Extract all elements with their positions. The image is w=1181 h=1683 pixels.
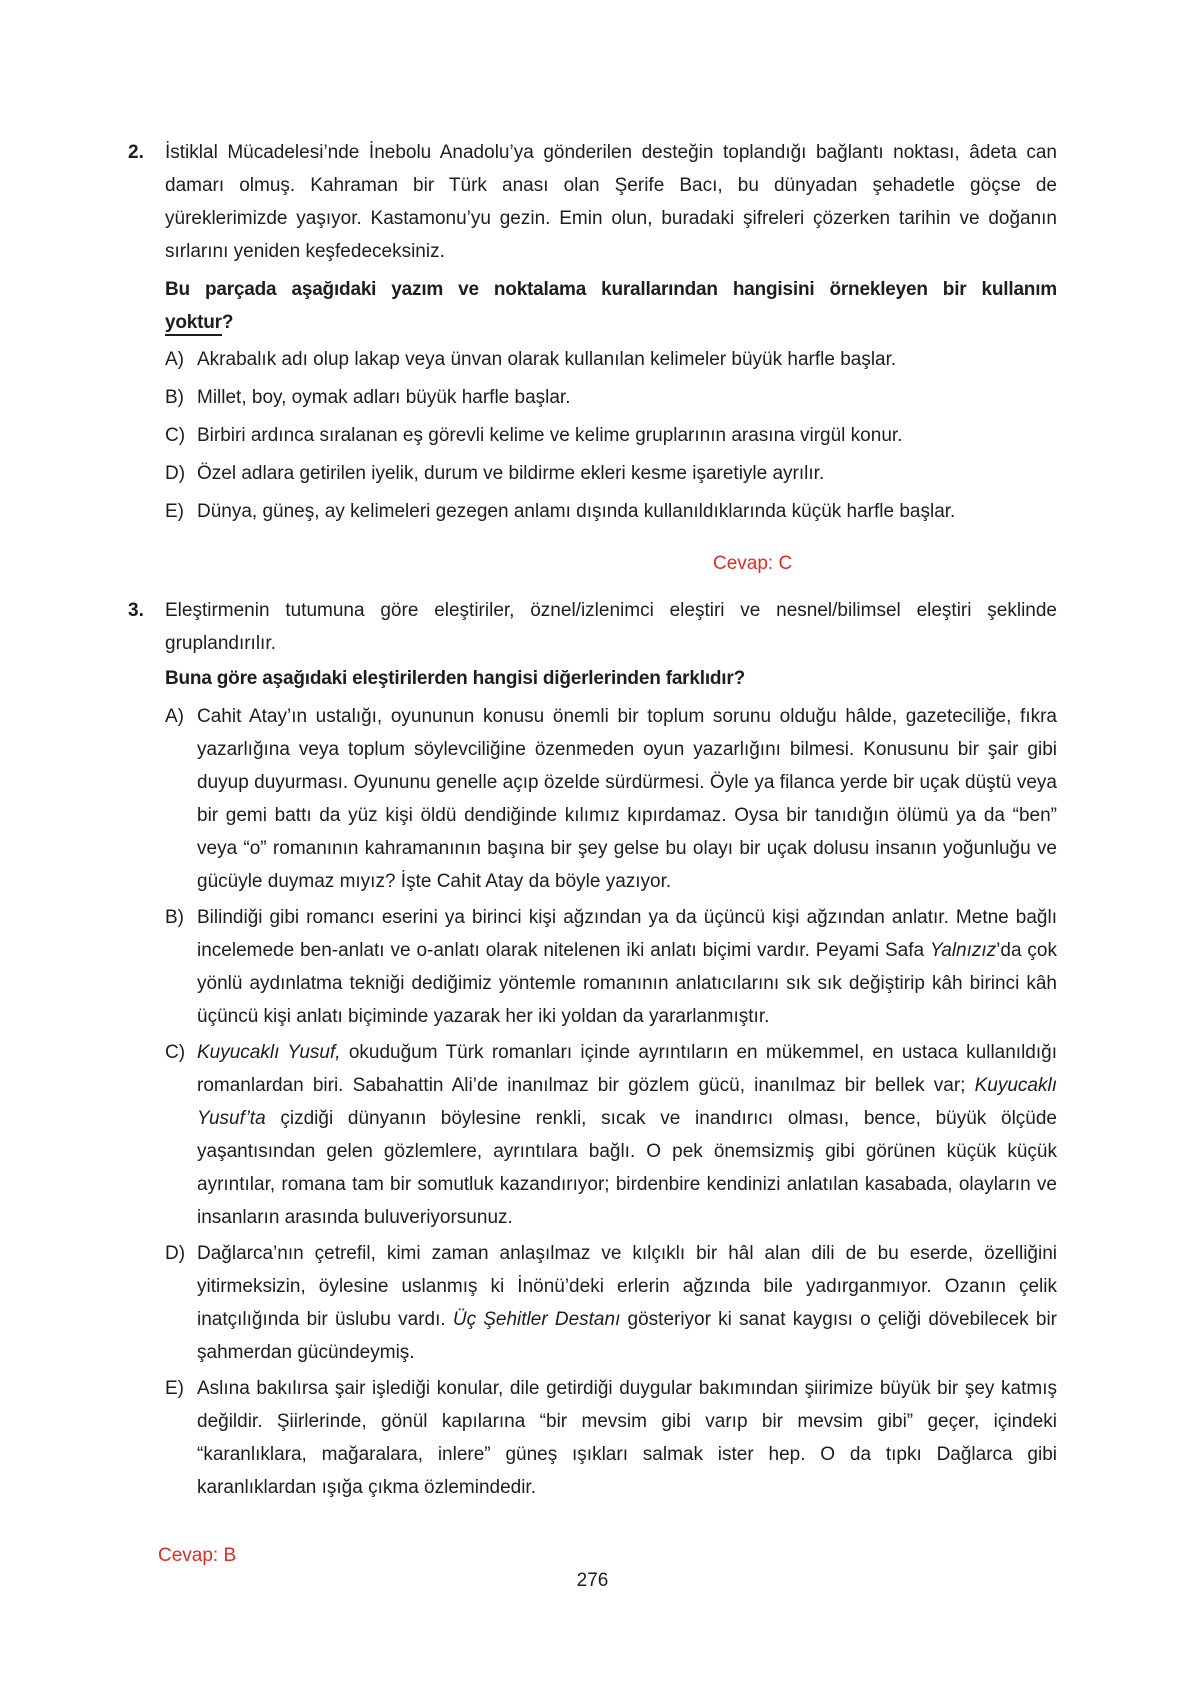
question-passage: İstiklal Mücadelesi’nde İnebolu Anadolu’ya gönderilen desteğin toplandığı bağlantı noktası, âdeta can damarı olmuş. Kahraman bir Türk anası olan Şerife Bacı, bu dünyadan şehadetle göçse de yüreklerimizde yaşıyor. Kastamonu’yu gezin. Emin olun, buradaki şifreleri çözerken tarihin ve doğanın sırlarını yeniden keşfedeceksiniz. bbox=[165, 142, 1057, 262]
book-title: Üç Şehitler Destanı bbox=[452, 1309, 621, 1330]
option-a bbox=[165, 343, 1057, 376]
option-letter: D) bbox=[165, 463, 186, 484]
options-list bbox=[165, 343, 1057, 528]
option-text: Aslına bakılırsa şair işlediği konular, dile getirdiği duygular bakımından şiirimize büyük bir şey katmış değildir. Şiirlerinde, gönül kapılarına “bir mevsim gibi varıp bir mevsim gibi” geçer, içindeki “karanlıklara, mağaralara, inlere” güneş ışıkları salmak ister hep. O da tıpkı Dağlarca gibi karanlıklardan ışığa çıkma özlemindedir. bbox=[197, 1378, 1057, 1498]
question-2 bbox=[128, 136, 1057, 580]
option-letter: C) bbox=[165, 425, 186, 446]
option-text-segment: Bilindiği gibi romancı eserini ya birinci kişi ağzından ya da üçüncü kişi ağzından anlatır. Metne bağlı incelemede ben-anlatı ve o-anlatı olarak nitelenen iki anlatı biçimi vardır. Peyami Safa bbox=[197, 907, 1057, 961]
option-e bbox=[165, 1372, 1057, 1504]
option-text: Özel adlara getirilen iyelik, durum ve bildirme ekleri kesme işaretiyle ayrılır. bbox=[197, 463, 825, 484]
option-text-segment: Dağlarca’nın çetrefil, kimi zaman anlaşılmaz ve kılçıklı bir hâl alan dili de bu eserde, özelliğini yitirmeksizin, öylesine uslanmış ki İnönü’deki erlerin ağzında bile yadırganmıyor. Ozanın çelik inatçılığında bir üslubu vardı. bbox=[197, 1243, 1057, 1330]
option-b bbox=[165, 901, 1057, 1033]
option-text-segment: ’da çok yönlü aydınlatma tekniği dediğimiz yöntemle romanının anlatıcılarını sık sık değiştirip kâh birinci kâh üçüncü kişi anlatı biçiminde yazarak her iki yoldan da yararlanmıştır. bbox=[197, 940, 1057, 1027]
option-d bbox=[165, 1237, 1057, 1369]
book-title: Kuyucaklı Yusuf’ta bbox=[197, 1075, 1057, 1129]
option-letter: A) bbox=[165, 349, 184, 370]
option-text: Akrabalık adı olup lakap veya ünvan olarak kullanılan kelimeler büyük harfle başlar. bbox=[197, 349, 897, 370]
option-letter: E) bbox=[165, 501, 184, 522]
underlined-word: yoktur bbox=[165, 312, 222, 336]
option-d bbox=[165, 457, 1057, 490]
option-text: Dünya, güneş, ay kelimeleri gezegen anlamı dışında kullanıldıklarında küçük harfle başlar. bbox=[197, 501, 956, 522]
options-list bbox=[165, 700, 1057, 1504]
question-prompt bbox=[165, 273, 1057, 339]
option-text: Cahit Atay’ın ustalığı, oyununun konusu önemli bir toplum sorunu olduğu hâlde, gazeteciliğe, fıkra yazarlığına veya toplum söylevciliğine özenmeden oyun yazarlığını bilmesi. Konusunu bir şair gibi duyup duyurması. Oyununu genelle açıp özelde sürdürmesi. Öyle ya filanca yerde bir uçak düştü veya bir gemi battı da yüz kişi öldü dendiğinde kılımız kıpırdamaz. Oysa bir tanıdığın ölümü ya da “ben” veya “o” romanının kahramanının başına bir şey gelse bu olayı bir uçak dolusu insanın yoğunluğu ve gücüyle duymaz mıyız? İşte Cahit Atay da böyle yazıyor. bbox=[197, 706, 1057, 892]
option-text bbox=[197, 901, 1057, 1033]
prompt-line bbox=[165, 306, 1057, 339]
option-text: Birbiri ardınca sıralanan eş görevli kelime ve kelime gruplarının arasına virgül konur. bbox=[197, 425, 903, 446]
option-text bbox=[197, 1237, 1057, 1369]
option-letter: A) bbox=[165, 706, 184, 727]
option-letter: B) bbox=[165, 907, 184, 928]
book-title: Yalnızız bbox=[929, 940, 997, 961]
question-body bbox=[165, 594, 1057, 1507]
prompt-question-mark: ? bbox=[221, 312, 234, 333]
option-letter: D) bbox=[165, 1243, 186, 1264]
book-title: Kuyucaklı Yusuf, bbox=[197, 1042, 341, 1063]
option-letter: E) bbox=[165, 1378, 184, 1399]
page-number: 276 bbox=[576, 1570, 609, 1591]
option-letter: C) bbox=[165, 1042, 186, 1063]
option-b bbox=[165, 381, 1057, 414]
option-text: Millet, boy, oymak adları büyük harfle başlar. bbox=[197, 387, 571, 408]
question-3 bbox=[128, 594, 1057, 1507]
option-text bbox=[197, 1036, 1057, 1234]
option-text-segment: gösteriyor ki sanat kaygısı o çeliği dövebilecek bir şahmerdan gücündeymiş. bbox=[197, 1309, 1057, 1363]
question-number: 2. bbox=[128, 142, 144, 163]
option-c bbox=[165, 1036, 1057, 1234]
option-a bbox=[165, 700, 1057, 898]
question-body bbox=[165, 136, 1057, 580]
question-prompt: Buna göre aşağıdaki eleştirilerden hangisi diğerlerinden farklıdır? bbox=[165, 668, 745, 689]
option-letter: B) bbox=[165, 387, 184, 408]
answer-label-q2: Cevap: C bbox=[713, 553, 793, 574]
answer-label-q3: Cevap: B bbox=[158, 1545, 237, 1566]
question-number: 3. bbox=[128, 600, 144, 621]
question-passage: Eleştirmenin tutumuna göre eleştiriler, öznel/izlenimci eleştiri ve nesnel/bilimsel eleştiri şeklinde gruplandırılır. bbox=[165, 600, 1057, 654]
option-text-segment: çizdiği dünyanın böylesine renkli, sıcak ve inandırıcı olması, bence, büyük ölçüde yaşantısından gelen gözlemlere, ayrıntılara bağlı. O pek önemsizmiş gibi görünen küçük küçük ayrıntılar, romana tam bir somutluk kazandırıyor; birdenbire kendinizi anlatılan kasabada, olayların ve insanların arasında buluveriyorsunuz. bbox=[197, 1108, 1057, 1228]
option-text-segment: okuduğum Türk romanları içinde ayrıntıların en mükemmel, en ustaca kullanıldığı romanlardan biri. Sabahattin Ali’de inanılmaz bir gözlem gücü, inanılmaz bir bellek var; bbox=[197, 1042, 1058, 1096]
option-e bbox=[165, 495, 1057, 528]
option-c bbox=[165, 419, 1057, 452]
prompt-line: Bu parçada aşağıdaki yazım ve noktalama kurallarından hangisini örnekleyen bir kullanım bbox=[165, 279, 1057, 300]
